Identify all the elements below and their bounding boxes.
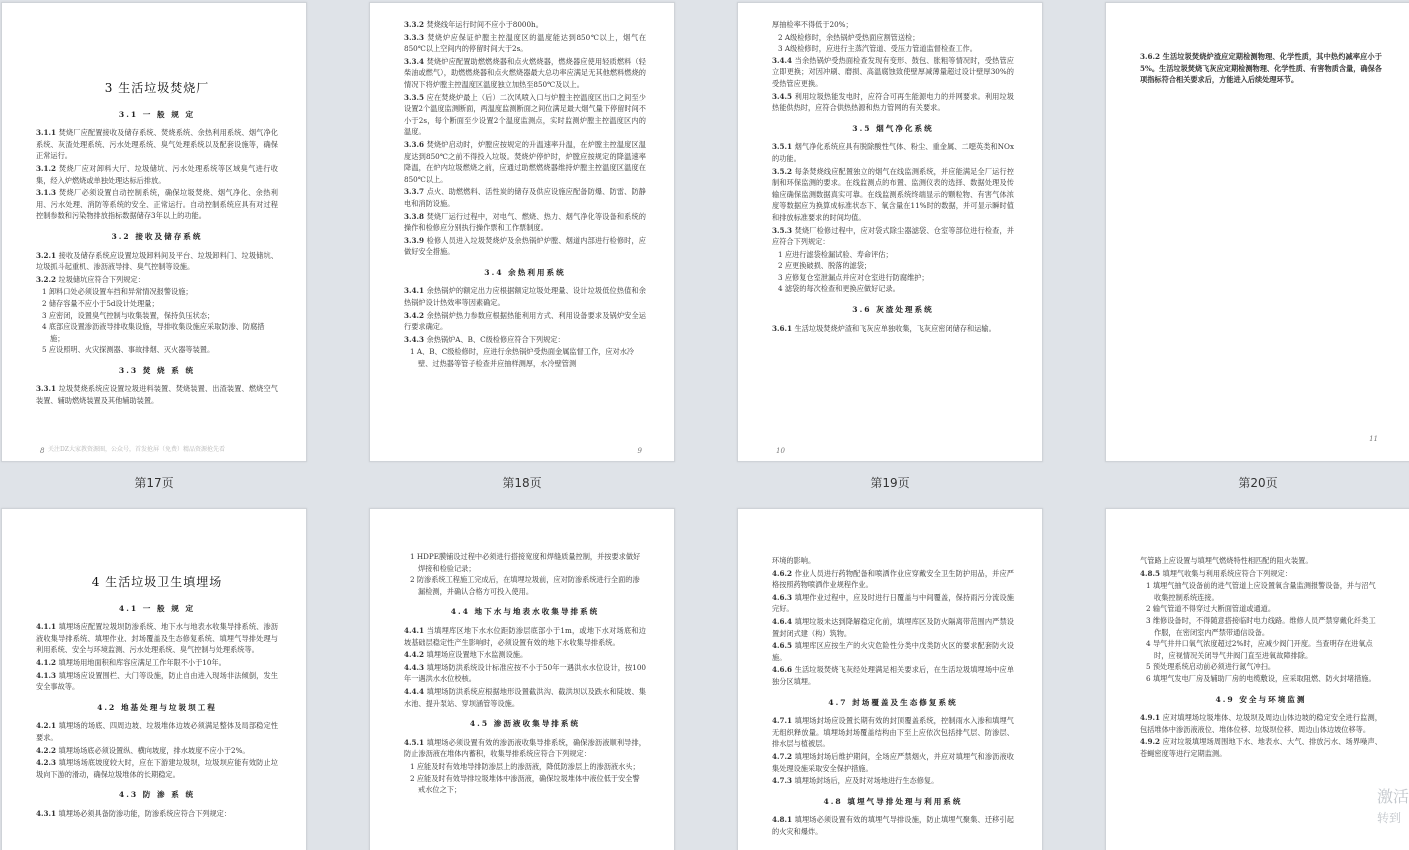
continued-text: 厚抽检率不得低于20%； [772,20,853,29]
clause-text: 填埋垃圾未达到降解稳定化前，填埋库区及防火隔离带范围内严禁设置封闭式建（构）筑物。 [772,616,1014,638]
continued-text: 环境的影响。 [772,556,816,565]
page-label[interactable]: 第20页 [1238,476,1278,490]
section-heading: 4.8 填埋气导排处理与利用系统 [823,796,963,806]
clause [404,19,646,31]
list-item: 4 滤袋的每次检查和更换应做好记录。 [778,284,900,294]
list-item: 3 维修设备时，不得随意搭接临时电力线路。维修人员严禁穿戴化纤类工作服，在密闭室内严禁带通信设备。 [1146,615,1376,637]
list-item: 2 储存容量不应小于5d设计处理量； [42,298,159,308]
clause-number: 3.3.1 [36,384,59,394]
page-thumbnail[interactable] [369,508,675,850]
page-number: 9 [637,447,642,455]
clause-number: 4.9.1 [1140,713,1163,723]
page-label[interactable]: 第17页 [134,476,174,490]
clause-text: 填埋场封场后维护期间，全场应严禁烟火，并应对填埋气和渗沥液收集处理设施采取安全保护措施。 [772,751,1014,773]
clause-text: 填埋作业过程中，应及时进行日覆盖与中间覆盖，保持雨污分流设施完好。 [772,592,1014,614]
page-footer-note: 关注DZ大家教资源圈，公众号，首发抢屏（免费）精品资源抢先看 [48,446,225,453]
clause-text: 焚烧炉应配置助燃燃烧器和点火燃烧器，燃烧器应使用轻质燃料（轻柴油或燃气），助燃燃烧器和点火燃烧器最大总功率应满足无其他燃料燃烧的情况下将炉膛主控温度区温度独立加热至850℃及以上。 [404,56,646,89]
clause [404,235,646,258]
clause [772,715,1014,750]
list-item: 3 应密闭，设置臭气控制与收集装置，保持负压状态； [42,310,215,320]
clause-number: 3.3.7 [404,187,427,197]
clause-number: 4.6.6 [772,665,795,675]
clause [404,310,646,333]
clause-text: 作业人员进行药物配备和喷洒作业应穿戴安全卫生防护用品，并应严格按照药物喷洒作业规程作业。 [772,568,1014,590]
clause-number: 3.1.2 [36,163,59,173]
page-content [370,3,674,384]
list-item: 1 填埋气抽气设备前的进气管道上应设置氧含量监测报警设备，并与沼气收集控制系统连接。 [1146,581,1376,602]
clause-number: 3.4.3 [404,334,427,344]
clause-text: 应在焚烧炉最上（后）二次风喷入口与炉膛主控温度区出口之间至少设置2个温度监测断面，两温度监测断面之间位满足最大烟气量下停留时间不小于2s，每个断面至少设置2个温度监测点，实时监测炉膛主控温度区内的温度。 [404,92,646,137]
page-content [370,509,674,810]
clause-number: 4.5.1 [404,737,427,747]
clause-text: 填埋场应配置垃圾坝防渗系统、地下水与地表水收集导排系统、渗沥液收集导排系统、填埋作业、封场覆盖及生态修复系统、填埋气导排处理与利用系统、安全与环境监测、污水处理系统、臭气控制与处理系统等。 [36,622,278,655]
clause-number: 4.6.2 [772,568,795,578]
section-heading: 3.4 余热利用系统 [484,267,566,277]
clause [404,334,646,346]
list-item: 1 应能及时有效地导排防渗层上的渗沥液，降低防渗层上的渗沥液水头； [410,761,640,771]
list-item: 1 A、B、C级检修时，应进行余热锅炉受热面金属监督工作，应对水冷壁、过热器等管子检查并应抽样测厚，水冷壁管测 [410,347,635,369]
list-item: 4 导气井井口氧气浓度超过2%时，应减少阀门开度。当查明存在进氧点时，应视情况关闭导气井阀门直至进氧故障排除。 [1146,639,1373,660]
section-heading: 3.2 接收及储存系统 [111,231,203,241]
clause-text: 检修人员进入垃圾焚烧炉及余热锅炉炉膛、烟道内部进行检修时，应做好安全措施。 [404,235,646,257]
clause [772,141,1014,164]
clause [404,92,646,138]
list-item: 1 HDPE膜铺设过程中必须进行搭接宽度和焊缝质量控制，并按要求做好焊接和检验记录； [410,552,641,573]
list-item: 2 输气管道不得穿过大断面管道或通道。 [1146,604,1276,614]
section-heading: 4.9 安全与环境监测 [1215,694,1307,704]
clause-number: 3.6.1 [772,323,795,333]
clause-number: 4.7.3 [772,776,795,786]
clause-text: 焚烧厂检修过程中，应对袋式除尘器滤袋、仓室等部位进行检查，并应符合下列规定： [772,225,1014,247]
clause [36,127,278,162]
clause-number: 4.2.3 [36,758,59,768]
watermark-line2: 转到 [1376,811,1401,825]
clause-text: 焚烧厂必须设置自动控制系统，确保垃圾焚烧、烟气净化、余热利用、污水处理、消防等系统的安全、正常运行。自动控制系统应具有对过程控制参数和污染物排放指标数据储存3年以上的功能。 [36,188,278,221]
clause-number: 3.4.4 [772,55,795,65]
list-item: 2 应更换破损、脱落的滤袋； [778,261,872,271]
clause-text: 填埋气收集与利用系统应符合下列规定： [1162,568,1292,578]
clause [36,250,278,273]
clause-text: 填埋场场底必须设置纵、横向坡度，排水坡度不应小于2%。 [58,745,250,755]
clause-number: 4.8.5 [1140,568,1163,578]
clause-text: 焚烧厂应对卸料大厅、垃圾储坑、污水处理系统等区域臭气进行收集，经入炉燃烧或单独处理达标后排放。 [36,163,278,185]
clause-number: 3.1.3 [36,188,59,198]
clause-number: 4.6.3 [772,592,795,602]
clause-text: 填埋场封场应设置长期有效的封顶覆盖系统，控制雨水入渗和填埋气无组织释放量。填埋场封场覆盖结构由下至上应依次包括排气层、防渗层、排水层与植被层。 [772,716,1014,749]
section-heading: 3.3 焚 烧 系 统 [118,365,196,375]
clause [36,621,278,656]
clause-number: 4.3.1 [36,808,59,818]
clause-number: 4.6.5 [772,641,795,651]
clause-text: 生活垃圾焚烧飞灰经处理满足相关要求后，在生活垃圾填埋场中应单独分区填埋。 [772,665,1014,686]
clause [36,187,278,222]
clause [404,737,646,760]
clause-number: 3.5.3 [772,225,795,235]
activation-watermark [1377,784,1409,826]
clause [772,640,1014,663]
clause [404,56,646,91]
clause-number: 3.3.2 [404,20,427,29]
clause-text: 当余热锅炉受热面检查发现有变形、鼓包、胀粗等情况时，受热管应立即更换；对因冲刷、磨损、高温腐蚀致使壁厚减薄量超过设计壁厚30%的受热管应更换。 [772,55,1014,88]
clause-text: 填埋场场底坡度较大时，应在下游建垃圾坝，垃圾坝应能有效防止垃圾向下游的滑动，确保垃圾堆体的长期稳定。 [36,758,278,779]
section-heading: 3.5 烟气净化系统 [852,123,934,133]
clause-number: 4.9.2 [1140,737,1163,747]
page-thumbnail[interactable] [369,2,675,462]
clause-text: 填埋场应设置地下水监测设施。 [426,650,528,660]
clause [772,751,1014,774]
clause-number: 4.4.2 [404,650,427,660]
clause-text: 填埋场用地面积和库容应满足工作年限不小于10年。 [58,657,226,667]
clause-number: 4.6.4 [772,616,795,626]
list-item: 4 底部应设置渗沥液导排收集设施，导排收集设施应采取防渗、防腐措施； [42,322,265,343]
section-heading: 4.4 地下水与地表水收集导排系统 [450,607,600,617]
clause [772,91,1014,114]
chapter-title: 3 生活垃圾焚烧厂 [104,81,210,95]
clause-text: 每条焚烧线应配置独立的烟气在线监测系统，并应能满足全厂运行控制和环保监测的要求。在线监测点的布置、监测仪表的选择、数据处理及传输应确保监测数据真实可靠。在线监测系统终端显示的颗粒物、有害气体浓度等数据应为换算成标准状态下、氧含量在11%时的数据，并可显示瞬时值和排放标准要求的时间均值。 [772,166,1014,222]
list-item: 2 A级检修时，余热锅炉受热面应割管送检； [778,32,920,42]
clause-number: 3.2.1 [36,250,59,260]
page-label[interactable]: 第18页 [502,476,542,490]
page-content [2,509,306,835]
clause-text: 填埋场防洪系统应根据地形设置截洪沟、截洪坝以及跌水和陡坡、集水池、提升泵站、穿坝涵管等设施。 [404,686,646,708]
clause-text: 填埋场封场后，应及时对场地进行生态修复。 [794,776,939,786]
watermark-line1: 激活 [1376,787,1409,806]
clause-number: 3.4.5 [772,91,795,101]
clause-text: 焚烧厂运行过程中，对电气、燃烧、热力、烟气净化等设备和系统的操作和检修应分别执行操作票和工作票制度。 [404,211,646,233]
clause-number: 4.4.1 [404,625,427,635]
clause [772,225,1014,248]
clause-number: 4.2.1 [36,721,59,731]
clause [404,186,646,209]
chapter-title: 4 生活垃圾卫生填埋场 [91,575,223,589]
page-number: 11 [1369,435,1378,443]
page-number: 10 [776,447,785,455]
list-item: 1 卸料口处必须设置车挡和异常情况报警设施； [42,287,193,297]
clause [36,720,278,743]
clause [404,285,646,308]
clause [404,649,646,661]
list-item: 5 预处理系统启动前必须进行氮气冲扫。 [1146,662,1276,672]
clause [772,775,1014,787]
clause-number: 4.4.4 [404,686,427,696]
page-thumbnail[interactable] [737,2,1043,462]
list-item: 2 防渗系统工程施工完成后，在填埋垃圾前，应对防渗系统进行全面的渗漏检测，并确认合格方可投入使用。 [410,575,640,596]
clause-text: 焚烧炉启动时，炉膛应按规定的升温速率升温，在炉膛主控温度区温度达到850℃之前不得投入垃圾。焚烧炉停炉时，炉膛应按规定的降温速率降温，在炉内垃圾燃烧之前，应通过助燃燃烧器维持炉膛主控温度区温度在850℃以上。 [404,139,646,184]
clause [404,686,646,709]
clause [772,323,1014,335]
page-content [1106,3,1409,101]
clause-text: 垃圾储坑应符合下列规定： [58,274,145,284]
clause [36,670,278,693]
clause-number: 4.1.2 [36,657,59,667]
clause-text: 填埋场必须设置有效的渗沥液收集导排系统，确保渗沥液顺利导排，防止渗沥液在堆体内蓄积，收集导排系统应符合下列规定： [404,737,646,759]
clause [36,274,278,286]
list-item: 5 应设照明、火灾探测器、事故排烟、灭火器等装置。 [42,345,215,355]
clause-text: 填埋库区应按生产的火灾危险性分类中戊类防火区的要求配套防火设施。 [772,641,1014,662]
page-thumbnail[interactable] [1105,508,1409,850]
clause-number: 3.4.1 [404,286,427,296]
clause [1140,736,1382,759]
clause [36,745,278,757]
list-item: 6 填埋气发电厂房及辅助厂房的电缆敷设，应采取阻燃、防火封堵措施。 [1146,673,1376,683]
clause-text: 焚烧炉应保证炉膛主控温度区的温度能达到850℃以上，烟气在850℃以上空间内的停留时间大于2s。 [404,32,647,54]
clause-text: 填埋场必须设置有效的填埋气导排设施，防止填埋气聚集、迁移引起的火灾和爆炸。 [772,815,1014,836]
page-content [738,509,1042,850]
clause [772,592,1014,615]
clause-number: 3.5.1 [772,142,795,152]
page-content [1106,509,1409,775]
clause-number: 4.7.1 [772,716,795,726]
clause-text: 余热锅炉A、B、C级检修应符合下列规定： [426,334,565,344]
clause [36,163,278,186]
clause-number: 3.3.9 [404,235,427,245]
clause-text: 填埋场必须具备防渗功能，防渗系统应符合下列规定： [58,808,232,818]
clause [404,662,646,685]
clause-text: 3.6.2 生活垃圾焚烧炉渣应定期检测物理、化学性质，其中热灼减率应小于5%。生活垃圾焚烧飞灰应定期检测物理、化学性质、有害物质含量，确保各项指标符合相关要求后，方能进入后续处理环节。 [1140,52,1382,85]
clause-number: 3.5.2 [772,166,795,176]
clause-number: 3.3.4 [404,56,427,66]
section-heading: 4.2 地基处理与垃圾坝工程 [97,702,217,712]
clause-text: 应对垃圾填埋场周围地下水、地表水、大气、排放污水、场界噪声、苍蝇密度等进行定期监测。 [1140,737,1382,758]
clause [404,211,646,234]
clause-text: 应对填埋场垃圾堆体、垃圾坝及周边山体边坡的稳定安全进行监测，包括堆体中渗沥液液位、堆体位移、垃圾坝位移、周边山体边坡位移等。 [1140,713,1382,734]
clause-text: 接收及储存系统应设置垃圾卸料间及平台、垃圾卸料门、垃圾储坑、垃圾抓斗起重机、渗沥液导排、臭气控制等设施。 [36,250,278,272]
clause [772,568,1014,591]
clause [772,664,1014,687]
clause-text: 填埋场的场底、四周边坡、垃圾堆体边坡必须满足整体及局部稳定性要求。 [36,721,278,742]
list-item: 3 A级检修时，应进行主蒸汽管道、受压力管道监督检查工作。 [778,44,977,54]
clause-number: 4.2.2 [36,745,59,755]
section-heading: 3.1 一 般 规 定 [118,109,196,119]
clause-number: 3.2.2 [36,274,59,284]
clause-number: 4.1.1 [36,622,59,632]
page-thumbnail[interactable] [1,508,307,850]
clause-text: 填埋场应设置围栏、大门等设施，防止自由进入现场非法倾倒，发生安全事故等。 [36,670,278,692]
clause [36,808,278,820]
clause-text: 烟气净化系统应具有脱除酸性气体、粉尘、重金属、二噁英类和NOx的功能。 [772,142,1014,163]
clause [772,55,1014,90]
section-heading: 4.3 防 渗 系 统 [118,790,196,800]
clause [772,166,1014,224]
clause-number: 3.3.8 [404,211,427,221]
page-content [738,3,1042,349]
clause-text: 生活垃圾焚烧炉渣和飞灰应单独收集，飞灰应密闭储存和运输。 [794,323,996,333]
clause-text: 余热锅炉热力参数应根据热能利用方式、利用设备要求及锅炉安全运行要求确定。 [404,310,646,332]
list-item: 3 应修复仓室泄漏点并应对仓室进行防腐维护； [778,272,929,282]
clause-number: 4.4.3 [404,662,427,672]
page-thumbnail[interactable] [1,2,307,462]
clause [404,625,646,648]
clause-number: 3.3.6 [404,139,427,149]
clause-number: 3.1.1 [36,128,59,138]
clause-text: 焚烧线年运行时间不应小于8000h。 [426,20,543,29]
clause-number: 3.4.2 [404,310,427,320]
clause [36,383,278,406]
clause [1140,712,1382,735]
clause [36,757,278,780]
clause-text: 点火、助燃燃料、活性炭的储存及供应设施应配备防爆、防雷、防静电和消防设施。 [404,187,646,208]
clause-number: 3.3.5 [404,92,427,102]
continued-text: 气管路上应设置与填埋气燃烧特性相匹配的阻火装置。 [1140,556,1313,565]
page-thumbnail[interactable] [737,508,1043,850]
section-heading: 4.7 封场覆盖及生态修复系统 [828,697,958,707]
section-heading: 4.5 渗沥液收集导排系统 [469,719,581,729]
page-number: 8 [40,447,45,455]
clause [36,657,278,669]
clause-number: 4.7.2 [772,751,795,761]
section-heading: 4.1 一 般 规 定 [118,603,196,613]
page-label[interactable]: 第19页 [870,476,910,490]
clause [772,616,1014,639]
list-item: 2 应能及时有效导排垃圾堆体中渗沥液，确保垃圾堆体中液位低于安全警戒水位之下； [410,773,640,795]
clause-number: 3.3.3 [404,32,428,42]
list-item: 1 应进行滤袋检漏试验、寿命评估； [778,249,893,259]
clause-number: 4.1.3 [36,670,59,680]
clause-text: 当填埋库区地下水水位距防渗层底部小于1m，或地下水对场底和边坡基础层稳定性产生影响时，必须设置有效的地下水收集导排系统。 [404,625,646,647]
clause [404,32,646,55]
clause-number: 4.8.1 [772,815,795,825]
clause-text: 余热锅炉的额定出力应根据额定垃圾处理量、设计垃圾低位热值和余热锅炉设计热效率等因素确定。 [404,286,646,308]
clause-text: 填埋场防洪系统设计标准应按不小于50年一遇洪水水位设计，按100年一遇洪水水位校核。 [404,662,646,684]
clause [772,814,1014,837]
clause [404,139,646,185]
clause-text: 垃圾焚烧系统应设置垃圾进料装置、焚烧装置、出渣装置、燃烧空气装置、辅助燃烧装置及其他辅助装置。 [36,384,278,406]
section-heading: 3.6 灰渣处理系统 [852,305,934,315]
page-thumbnail[interactable] [1105,2,1409,462]
page-content [2,3,306,422]
clause [1140,568,1382,580]
clause-text: 焚烧厂应配置接收及储存系统、焚烧系统、余热利用系统、烟气净化系统、灰渣处理系统、污水处理系统、臭气处理系统以及配套设施等，确保正常运行。 [36,128,278,161]
clause-text: 利用垃圾热能发电时，应符合可再生能源电力的并网要求。利用垃圾热能供热时，应符合供热热源和热力管网的有关要求。 [772,91,1014,113]
